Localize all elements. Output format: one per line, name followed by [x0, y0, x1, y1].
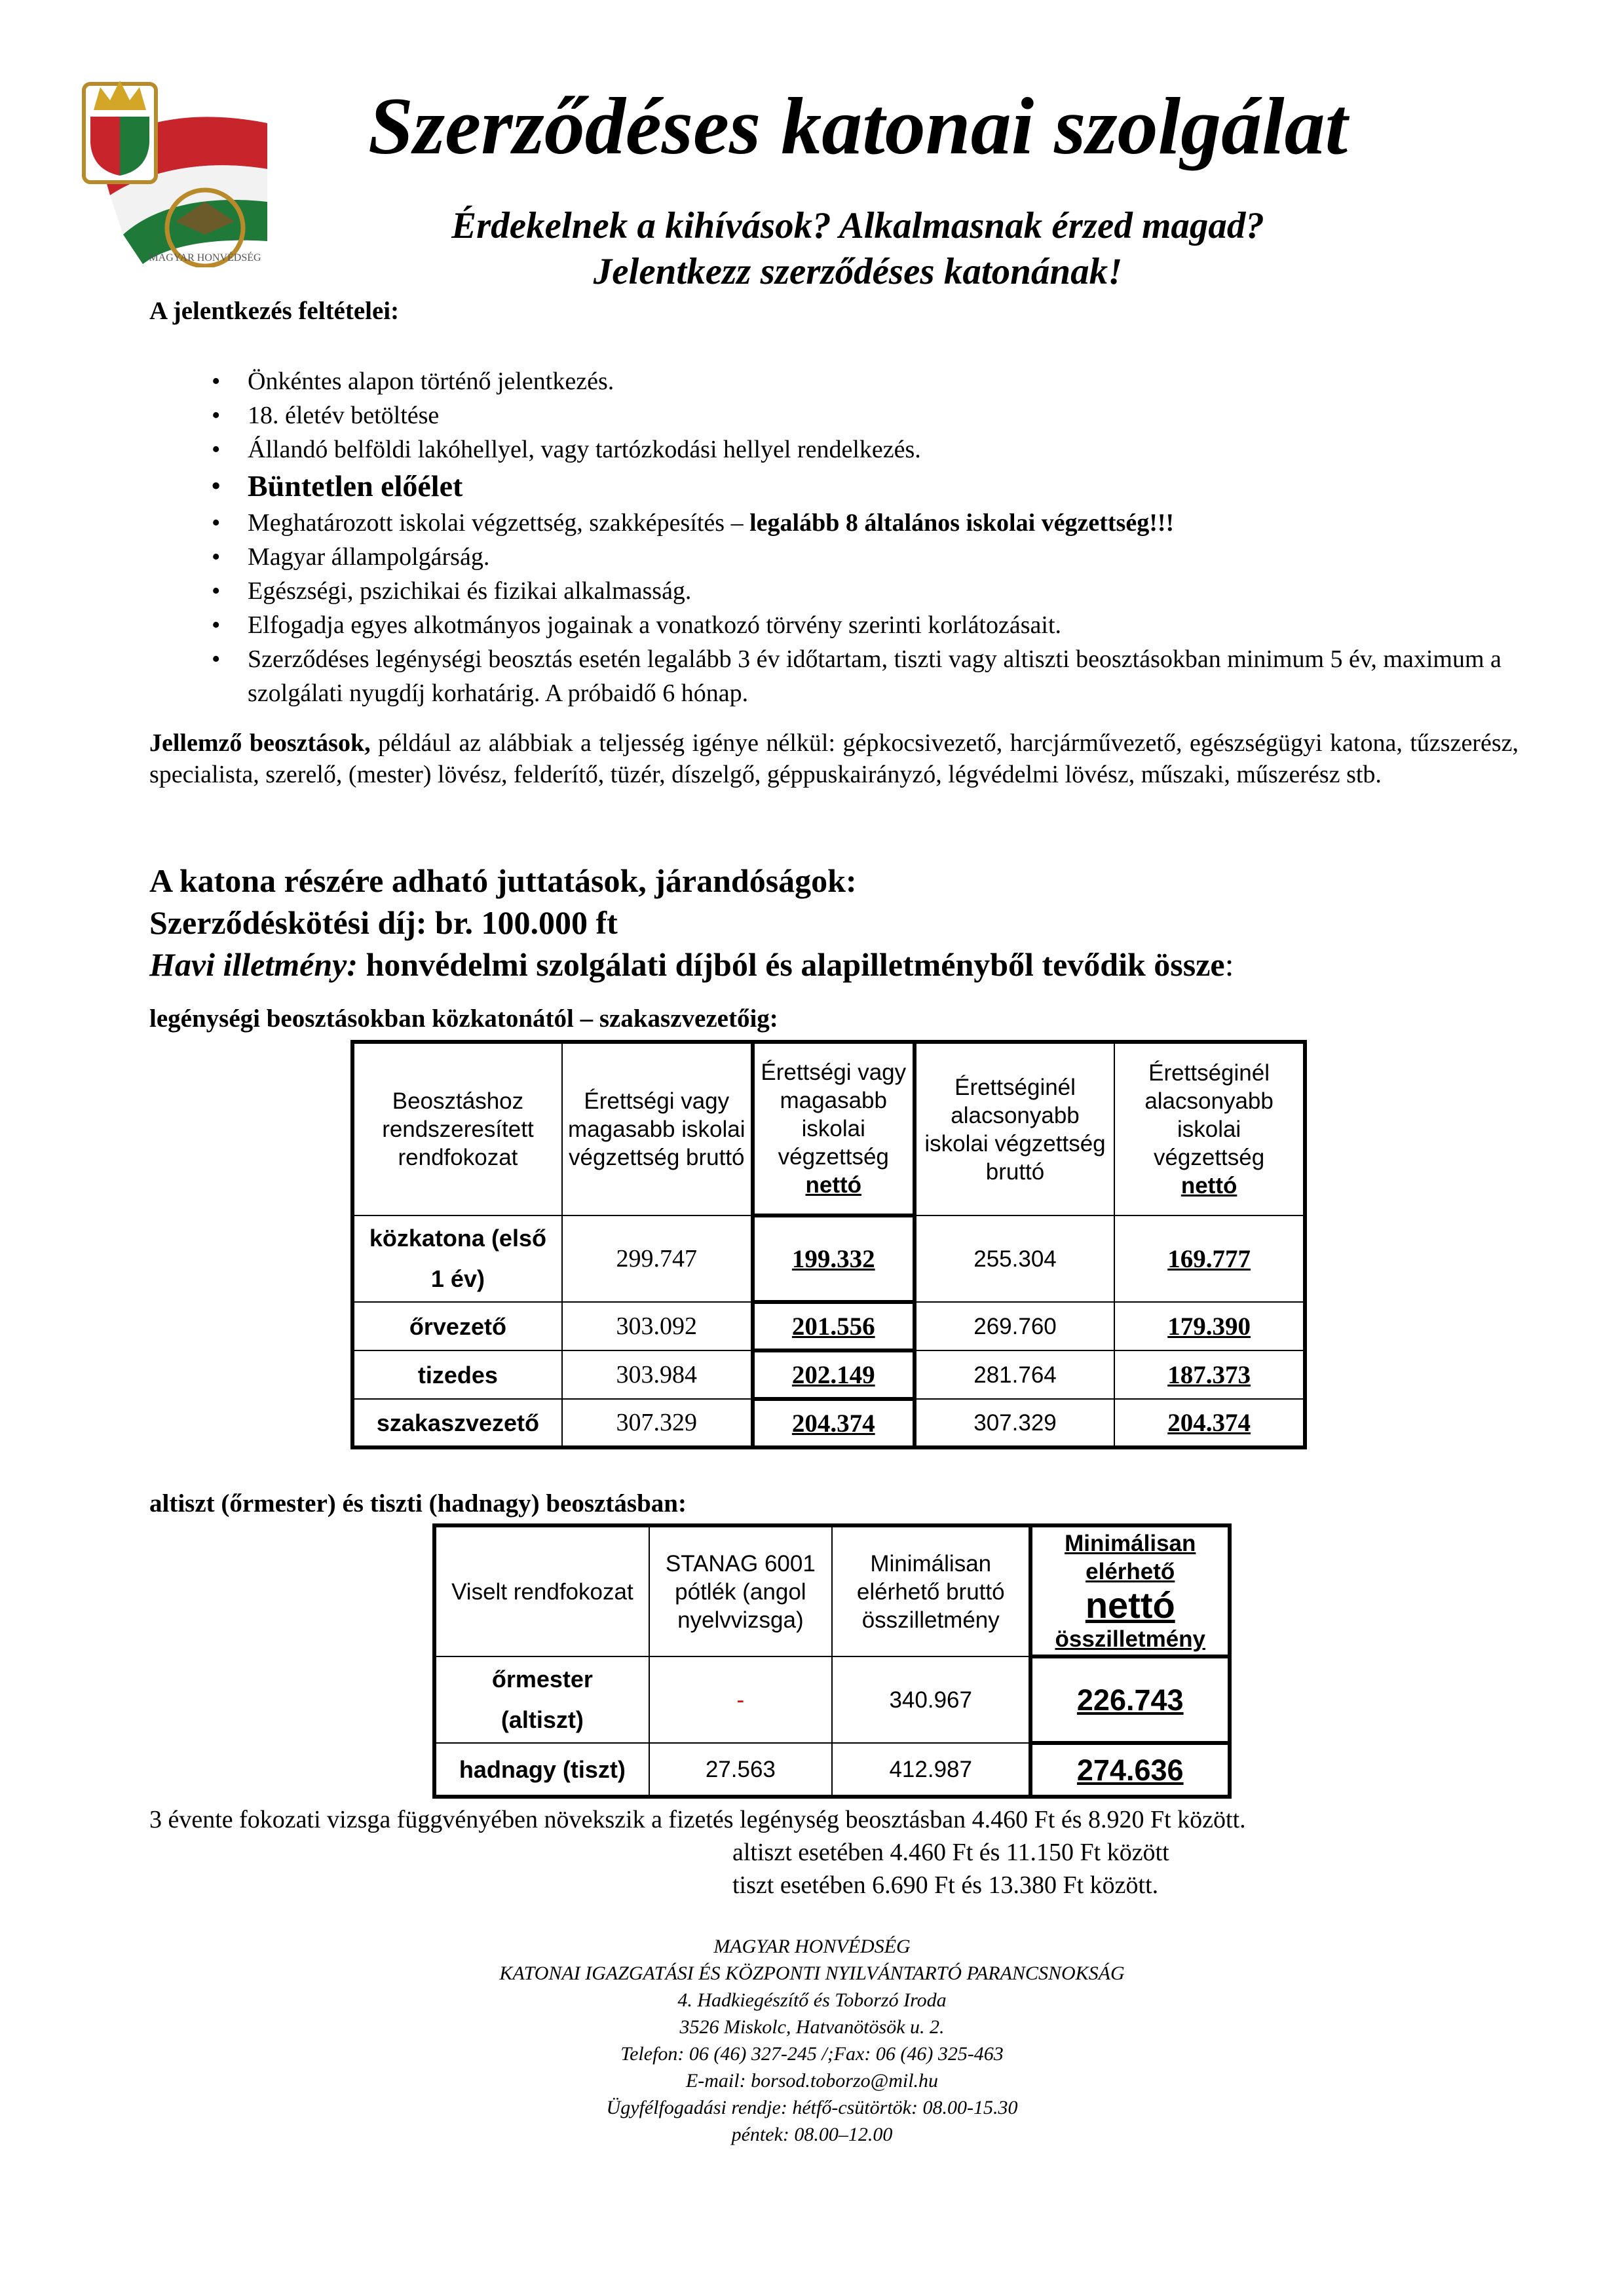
nco-officer-salary-table — [432, 1523, 1232, 1799]
value-cell: 179.390 — [1114, 1302, 1305, 1350]
table-header-cell: Viselt rendfokozat — [434, 1525, 649, 1656]
header-line: Minimálisan — [1065, 1530, 1196, 1556]
raise-line-3: tiszt esetében 6.690 Ft és 13.380 Ft között. — [732, 1871, 1159, 1899]
list-item: • Szerződéses legénységi beosztás esetén legalább 3 év időtartam, tiszti vagy altiszti beosztásokban minimum 5 év, maximum a szolgálati nyugdíj korhatárig. A próbaidő 6 hónap. — [149, 642, 1519, 710]
value-cell: 303.092 — [562, 1302, 753, 1350]
positions-paragraph — [149, 727, 1519, 790]
enlisted-salary-table — [350, 1040, 1307, 1449]
subtitle-line-2: Jelentkezz szerződéses katonának! — [593, 250, 1123, 292]
table-header-cell: Beosztáshoz rendszeresített rendfokozat — [352, 1042, 562, 1215]
rank-cell: tizedes — [352, 1350, 562, 1399]
table-header-cell: Minimálisan elérhető bruttó összilletmény — [832, 1525, 1031, 1656]
raise-line-2: altiszt esetében 4.460 Ft és 11.150 Ft között — [732, 1839, 1169, 1866]
list-item-text: Meghatározott iskolai végzettség, szakképesítés – — [248, 509, 750, 537]
table-row — [352, 1215, 1305, 1302]
raise-line-1: 3 évente fokozati vizsga függvényében növekszik a fizetés legénység beosztásban 4.460 Ft és 8.920 Ft között. — [149, 1806, 1246, 1833]
rank-line-1: közkatona (első — [369, 1225, 546, 1252]
value-cell: 303.984 — [562, 1350, 753, 1399]
footer-contact — [0, 1933, 1624, 2148]
list-item: • Büntetlen előélet — [149, 467, 1519, 506]
header-netto: nettó — [1085, 1584, 1175, 1626]
brutto-cell: 412.987 — [832, 1743, 1031, 1797]
table-header-cell: Érettségi vagy magasabb iskolai végzettség bruttó — [562, 1042, 753, 1215]
value-cell: 199.332 — [753, 1215, 915, 1302]
value-cell: 204.374 — [753, 1399, 915, 1447]
table-header-cell — [1030, 1525, 1230, 1656]
table1-heading: legénységi beosztásokban közkatonától – szakaszvezetőig: — [149, 1004, 778, 1033]
list-item — [149, 506, 1519, 540]
value-cell: 202.149 — [753, 1350, 915, 1399]
page-subtitle — [0, 203, 1624, 294]
table-header-row — [352, 1042, 1305, 1215]
benefits-line-3 — [149, 944, 1234, 985]
value-cell: 187.373 — [1114, 1350, 1305, 1399]
table-row — [352, 1350, 1305, 1399]
header-line: összilletmény — [1055, 1626, 1206, 1652]
list-item: • 18. életév betöltése — [149, 398, 1519, 432]
table-row — [352, 1399, 1305, 1447]
footer-line: MAGYAR HONVÉDSÉG — [713, 1936, 911, 1957]
table-row — [352, 1302, 1305, 1350]
logo-text: MAGYAR HONVÉDSÉG — [149, 252, 261, 263]
subtitle-line-1: Érdekelnek a kihívások? Alkalmasnak érzed magad? — [451, 205, 1264, 246]
benefits-line-1: A katona részére adható juttatások, járandóságok: — [149, 862, 857, 899]
list-item: • Elfogadja egyes alkotmányos jogainak a vonatkozó törvény szerinti korlátozásait. — [149, 608, 1519, 642]
rank-line-1: őrmester — [491, 1666, 593, 1693]
header-line: elérhető — [1086, 1558, 1175, 1584]
value-cell: 201.556 — [753, 1302, 915, 1350]
value-cell: 307.329 — [915, 1399, 1114, 1447]
header-text: Érettségi vagy magasabb iskolai végzettség — [761, 1060, 907, 1170]
footer-line: KATONAI IGAZGATÁSI ÉS KÖZPONTI NYILVÁNTARTÓ PARANCSNOKSÁG — [499, 1962, 1125, 1984]
netto-cell: 274.636 — [1030, 1743, 1230, 1797]
positions-heading: Jellemző beosztások, — [149, 729, 371, 757]
benefits-line-2: Szerződéskötési díj: br. 100.000 ft — [149, 904, 618, 941]
brutto-cell: 340.967 — [832, 1656, 1031, 1743]
monthly-salary-text: honvédelmi szolgálati díjból és alapilletményből tevődik össze — [357, 946, 1225, 983]
list-item-emphasis: legalább 8 általános iskolai végzettség!!! — [749, 509, 1175, 537]
requirements-list — [149, 364, 1519, 710]
value-cell: 299.747 — [562, 1215, 753, 1302]
table-header-cell: STANAG 6001 pótlék (angol nyelvvizsga) — [649, 1525, 832, 1656]
footer-email: E-mail: borsod.toborzo@mil.hu — [685, 2070, 939, 2092]
benefits-block — [149, 860, 1234, 985]
footer-line: 3526 Miskolc, Hatvanötösök u. 2. — [679, 2016, 945, 2038]
table-row — [434, 1656, 1230, 1743]
positions-text: például az alábbiak a teljesség igénye nélkül: gépkocsivezető, harcjárművezető, egészségügyi katona, tűzszerész, specialista, szerelő, (mester) lövész, felderítő, tüzér, díszelgő, géppuskairányzó, légvédelmi lövész, műszaki, műszerész stb. — [149, 729, 1519, 788]
table-row — [434, 1743, 1230, 1797]
rank-cell — [434, 1656, 649, 1743]
rank-cell: őrvezető — [352, 1302, 562, 1350]
rank-cell: hadnagy (tiszt) — [434, 1743, 649, 1797]
value-cell: 269.760 — [915, 1302, 1114, 1350]
list-item: • Önkéntes alapon történő jelentkezés. — [149, 364, 1519, 398]
value-cell: 255.304 — [915, 1215, 1114, 1302]
value-cell: 307.329 — [562, 1399, 753, 1447]
monthly-salary-colon: : — [1224, 946, 1234, 983]
list-item: • Egészségi, pszichikai és fizikai alkalmasság. — [149, 574, 1519, 608]
footer-line: 4. Hadkiegészítő és Toborzó Iroda — [677, 1989, 947, 2011]
rank-cell: szakaszvezető — [352, 1399, 562, 1447]
list-item: • Állandó belföldi lakóhellyel, vagy tartózkodási hellyel rendelkezés. — [149, 432, 1519, 467]
page-title: Szerződéses katonai szolgálat — [368, 81, 1348, 171]
footer-line: Telefon: 06 (46) 327-245 /;Fax: 06 (46) 325-463 — [620, 2043, 1004, 2065]
header-netto: nettó — [805, 1172, 862, 1198]
table-header-cell — [1114, 1042, 1305, 1215]
rank-line-2: (altiszt) — [500, 1706, 584, 1733]
stanag-cell: 27.563 — [649, 1743, 832, 1797]
value-cell: 204.374 — [1114, 1399, 1305, 1447]
monthly-salary-label: Havi illetmény: — [149, 946, 358, 983]
header-netto: nettó — [1180, 1173, 1237, 1198]
value-cell: 281.764 — [915, 1350, 1114, 1399]
rank-line-2: 1 év) — [430, 1265, 485, 1292]
table-header-row — [434, 1525, 1230, 1656]
footer-line: péntek: 08.00–12.00 — [731, 2124, 893, 2145]
footer-line: Ügyfélfogadási rendje: hétfő-csütörtök: 08.00-15.30 — [606, 2097, 1018, 2118]
header-text: Érettséginél alacsonyabb iskolai végzettség — [1144, 1060, 1274, 1170]
stanag-cell: - — [649, 1656, 832, 1743]
table-header-cell: Érettséginél alacsonyabb iskolai végzettség bruttó — [915, 1042, 1114, 1215]
requirements-label: A jelentkezés feltételei: — [149, 297, 400, 325]
netto-cell: 226.743 — [1030, 1656, 1230, 1743]
rank-cell — [352, 1215, 562, 1302]
table2-heading: altiszt (őrmester) és tiszti (hadnagy) beosztásban: — [149, 1489, 687, 1518]
table-header-cell — [753, 1042, 915, 1215]
list-item: • Magyar állampolgárság. — [149, 540, 1519, 574]
value-cell: 169.777 — [1114, 1215, 1305, 1302]
